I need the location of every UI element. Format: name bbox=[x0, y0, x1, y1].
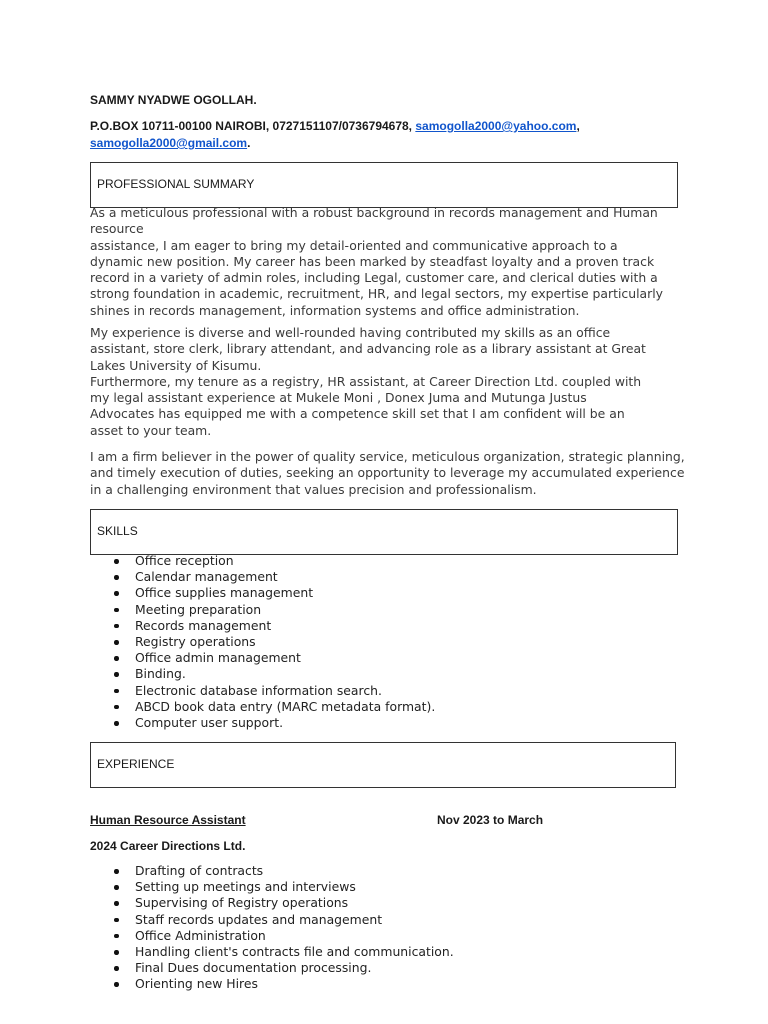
summary-line: I am a firm believer in the power of quality service, meticulous organization, strategic planning, bbox=[90, 449, 685, 464]
duty-item: Final Dues documentation processing. bbox=[90, 960, 454, 976]
contact-line bbox=[90, 119, 580, 133]
summary-line: dynamic new position. My career has been marked by steadfast loyalty and a proven track bbox=[90, 253, 655, 269]
duty-item: Setting up meetings and interviews bbox=[90, 879, 454, 895]
summary-line: assistance, I am eager to bring my detail-oriented and communicative approach to a bbox=[90, 237, 618, 253]
summary-line: in a challenging environment that values precision and professionalism. bbox=[90, 481, 537, 497]
section-title-experience: EXPERIENCE bbox=[97, 757, 175, 771]
contact-address-phone: P.O.BOX 10711-00100 NAIROBI, 0727151107/0736794678, bbox=[90, 119, 416, 133]
duties-list bbox=[90, 863, 454, 993]
duty-item: Office Administration bbox=[90, 928, 454, 944]
skill-item: Office supplies management bbox=[90, 585, 435, 601]
skill-item: Office reception bbox=[90, 553, 435, 569]
skill-item: Office admin management bbox=[90, 650, 435, 666]
summary-paragraph-3 bbox=[90, 449, 702, 498]
section-header-professional-summary bbox=[90, 162, 678, 208]
email-separator: , bbox=[576, 119, 580, 133]
skill-item: ABCD book data entry (MARC metadata format). bbox=[90, 699, 435, 715]
summary-line: strong foundation in academic, recruitment, HR, and legal sectors, my expertise particularly bbox=[90, 286, 663, 302]
section-title-skills: SKILLS bbox=[97, 524, 138, 538]
summary-line: record in a variety of admin roles, including Legal, customer care, and clerical duties with a bbox=[90, 270, 658, 286]
duty-item: Drafting of contracts bbox=[90, 863, 454, 879]
skill-item: Meeting preparation bbox=[90, 602, 435, 618]
job-company: 2024 Career Directions Ltd. bbox=[90, 839, 246, 853]
summary-line: As a meticulous professional with a robust background in records management and Human bbox=[90, 205, 658, 220]
section-header-skills bbox=[90, 509, 678, 555]
summary-line: Advocates has equipped me with a competence skill set that I am confident will be an bbox=[90, 406, 625, 422]
duty-item: Orienting new Hires bbox=[90, 976, 454, 992]
skill-item: Binding. bbox=[90, 666, 435, 682]
duty-item: Supervising of Registry operations bbox=[90, 895, 454, 911]
summary-paragraph-2 bbox=[90, 325, 702, 439]
summary-line: Furthermore, my tenure as a registry, HR assistant, at Career Direction Ltd. coupled with bbox=[90, 373, 642, 389]
candidate-name: SAMMY NYADWE OGOLLAH. bbox=[90, 93, 257, 107]
skill-item: Computer user support. bbox=[90, 715, 435, 731]
skill-item: Records management bbox=[90, 618, 435, 634]
job-title: Human Resource Assistant bbox=[90, 813, 246, 827]
summary-line: resource bbox=[90, 221, 144, 237]
duty-item: Staff records updates and management bbox=[90, 912, 454, 928]
duty-item: Handling client's contracts file and communication. bbox=[90, 944, 454, 960]
email-link-yahoo[interactable]: samogolla2000@yahoo.com bbox=[415, 119, 577, 133]
summary-line: My experience is diverse and well-rounded having contributed my skills as an office bbox=[90, 325, 611, 340]
section-title-professional-summary: PROFESSIONAL SUMMARY bbox=[97, 177, 255, 191]
email-link-gmail[interactable]: samogolla2000@gmail.com bbox=[90, 136, 248, 150]
skill-item: Calendar management bbox=[90, 569, 435, 585]
job-dates: Nov 2023 to March bbox=[437, 813, 544, 827]
summary-line: shines in records management, information systems and office administration. bbox=[90, 302, 580, 318]
contact-line-2 bbox=[90, 136, 250, 150]
summary-paragraph-1 bbox=[90, 205, 702, 319]
summary-line: Lakes University of Kisumu. bbox=[90, 357, 262, 373]
skill-item: Electronic database information search. bbox=[90, 683, 435, 699]
skill-item: Registry operations bbox=[90, 634, 435, 650]
summary-line: and timely execution of duties, seeking an opportunity to leverage my accumulated experience bbox=[90, 465, 685, 481]
summary-line: assistant, store clerk, library attendant, and advancing role as a library assistant at Great bbox=[90, 341, 646, 357]
skills-list bbox=[90, 553, 435, 731]
summary-line: my legal assistant experience at Mukele Moni , Donex Juma and Mutunga Justus bbox=[90, 390, 587, 406]
summary-line: asset to your team. bbox=[90, 422, 212, 438]
section-header-experience bbox=[90, 742, 676, 788]
email-end: . bbox=[247, 136, 251, 150]
